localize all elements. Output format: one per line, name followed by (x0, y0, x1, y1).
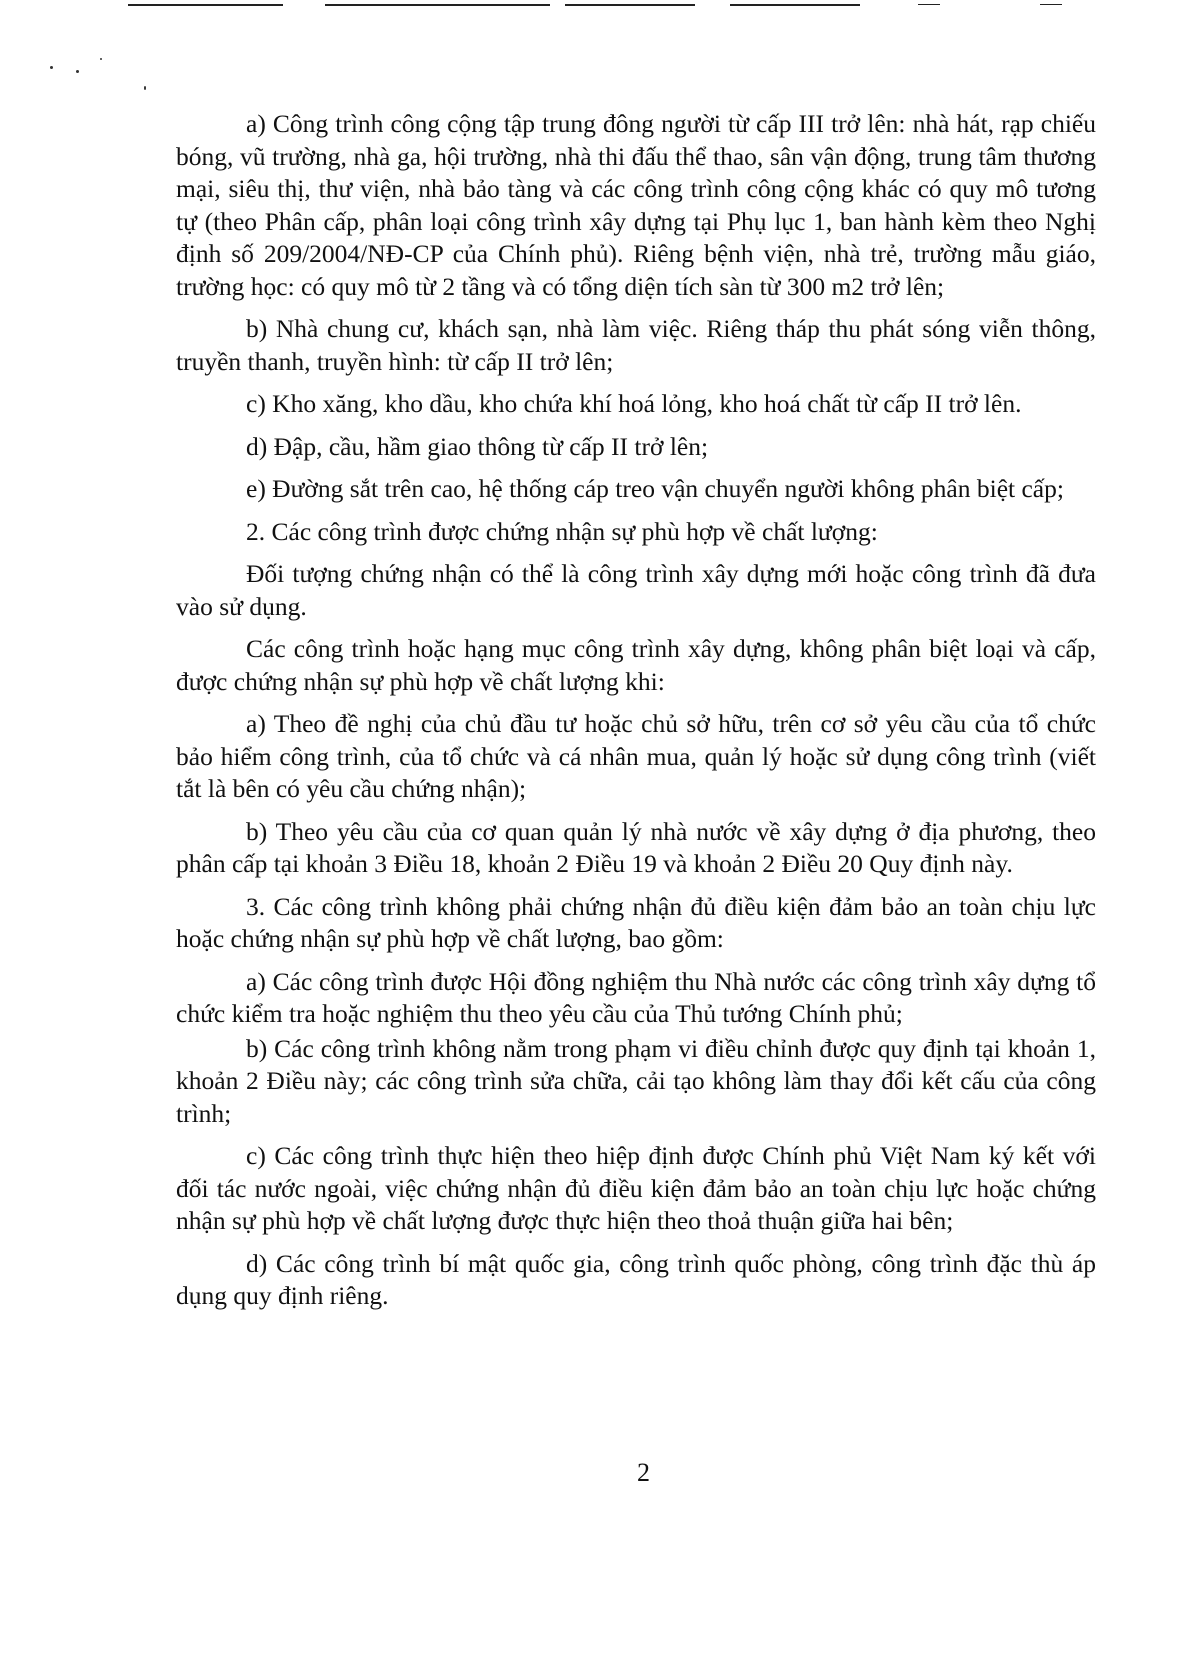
paragraph: c) Kho xăng, kho dầu, kho chứa khí hoá lỏng, kho hoá chất từ cấp II trở lên. (246, 389, 1022, 418)
paragraph: d) Đập, cầu, hầm giao thông từ cấp II trở lên; (246, 431, 709, 461)
paragraph: e) Đường sắt trên cao, hệ thống cáp treo vận chuyển người không phân biệt cấp; (246, 474, 1064, 503)
paragraph: b) Nhà chung cư, khách sạn, nhà làm việc. Riêng tháp thu phát sóng viễn thông, truyền thanh, truyền hình: từ cấp II trở lên; (176, 314, 1096, 376)
scan-speck (144, 86, 146, 90)
paragraph: d) Các công trình bí mật quốc gia, công trình quốc phòng, công trình đặc thù áp dụng quy định riêng. (176, 1248, 1096, 1310)
paragraph: 2. Các công trình được chứng nhận sự phù hợp về chất lượng: (246, 516, 878, 546)
paragraph: Đối tượng chứng nhận có thể là công trình xây dựng mới hoặc công trình đã đưa vào sử dụng. (176, 559, 1096, 621)
paragraph: c) Các công trình thực hiện theo hiệp định được Chính phủ Việt Nam ký kết với đối tác nước ngoài, việc chứng nhận đủ điều kiện đảm bảo an toàn chịu lực hoặc chứng nhận sự phù hợp về chất lượng được thực hiện theo thoả thuận giữa hai bên; (176, 1141, 1096, 1235)
paragraph: a) Theo đề nghị của chủ đầu tư hoặc chủ sở hữu, trên cơ sở yêu cầu của tổ chức bảo hiểm công trình, của tổ chức và cá nhân mua, quản lý hoặc sử dụng công trình (viết tắt là bên có yêu cầu chứng nhận); (176, 709, 1096, 803)
paragraph: b) Theo yêu cầu của cơ quan quản lý nhà nước về xây dựng ở địa phương, theo phân cấp tại khoản 3 Điều 18, khoản 2 Điều 19 và khoản 2 Điều 20 Quy định này. (176, 816, 1096, 878)
top-rule (565, 4, 695, 6)
paragraph: a) Công trình công cộng tập trung đông người từ cấp III trở lên: nhà hát, rạp chiếu bóng, vũ trường, nhà ga, hội trường, nhà thi đấu thể thao, sân vận động, trung tâm thương mại, siêu thị, thư viện, nhà bảo tàng và các công trình công cộng khác có quy mô tương tự (theo Phân cấp, phân loại công trình xây dựng tại Phụ lục 1, ban hành kèm theo Nghị định số 209/2004/NĐ-CP của Chính phủ). Riêng bệnh viện, nhà trẻ, trường mẫu giáo, trường học: có quy mô từ 2 tầng và có tổng diện tích sàn từ 300 m2 trở lên; (176, 109, 1096, 301)
top-rule (128, 4, 283, 6)
top-rule (918, 4, 940, 5)
page-number: 2 (637, 1458, 650, 1487)
paragraph: Các công trình hoặc hạng mục công trình xây dựng, không phân biệt loại và cấp, được chứng nhận sự phù hợp về chất lượng khi: (176, 634, 1096, 696)
paragraph: a) Các công trình được Hội đồng nghiệm thu Nhà nước các công trình xây dựng tổ chức kiểm tra hoặc nghiệm thu theo yêu cầu của Thủ tướng Chính phủ; (176, 966, 1096, 1028)
top-rule (730, 4, 860, 6)
top-rule (325, 4, 550, 6)
document-body (176, 108, 1096, 1323)
scan-speck (76, 70, 79, 73)
scan-speck (100, 58, 102, 60)
paragraph: b) Các công trình không nằm trong phạm vi điều chỉnh được quy định tại khoản 1, khoản 2 Điều này; các công trình sửa chữa, cải tạo không làm thay đổi kết cấu của công trình; (176, 1033, 1096, 1128)
paragraph: 3. Các công trình không phải chứng nhận đủ điều kiện đảm bảo an toàn chịu lực hoặc chứng nhận sự phù hợp về chất lượng, bao gồm: (176, 891, 1096, 953)
scan-speck (50, 66, 53, 69)
top-rule (1040, 4, 1062, 5)
